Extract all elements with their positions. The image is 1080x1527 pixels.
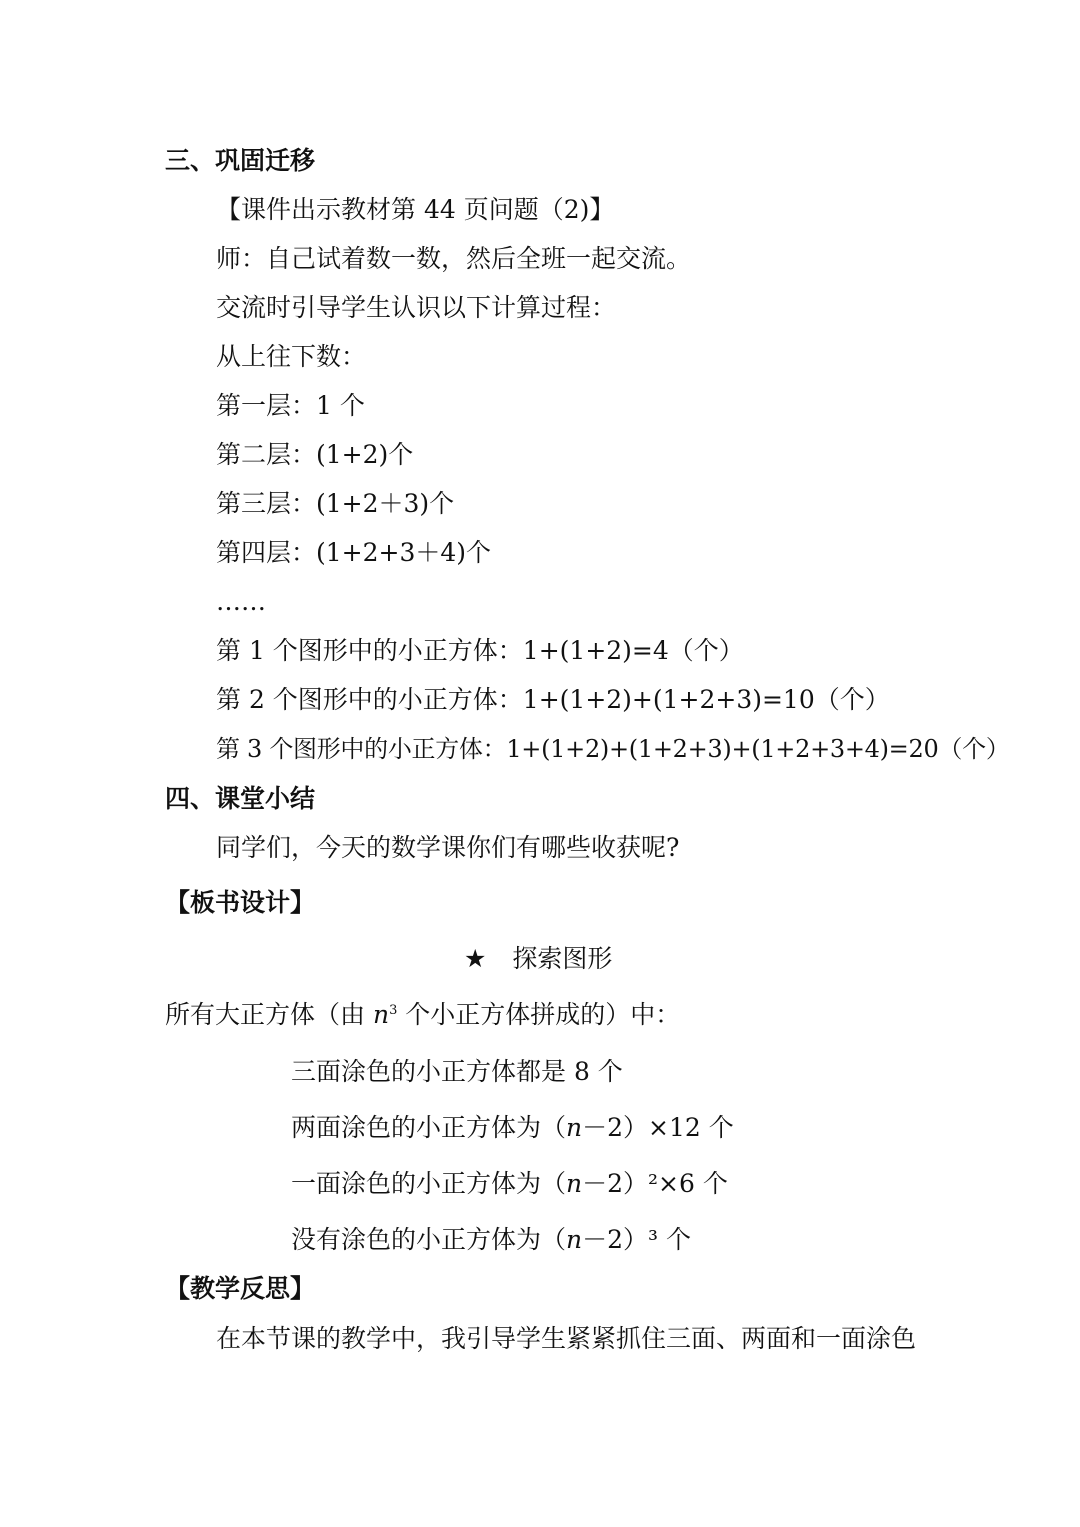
paragraph-line: 同学们，今天的数学课你们有哪些收获呢?: [216, 833, 680, 862]
paragraph-line: 第一层：1 个: [216, 391, 365, 420]
paragraph-line: 第 3 个图形中的小正方体：1+(1+2)+(1+2+3)+(1+2+3+4)=20（个）: [216, 735, 1010, 763]
section-heading: 【板书设计】: [165, 888, 316, 917]
board-item: 没有涂色的小正方体为（n－2）³ 个: [291, 1225, 691, 1254]
paragraph-line: 师：自己试着数一数，然后全班一起交流。: [216, 244, 692, 273]
board-item: 一面涂色的小正方体为（n－2）²×6 个: [291, 1169, 728, 1198]
board-item: 两面涂色的小正方体为（n－2）×12 个: [291, 1113, 734, 1142]
star-icon: ★: [464, 944, 487, 973]
board-title-text: 探索图形: [512, 944, 613, 973]
board-item: 三面涂色的小正方体都是 8 个: [291, 1057, 623, 1086]
paragraph-line: 【课件出示教材第 44 页问题（2)】: [216, 195, 615, 224]
board-intro: 所有大正方体（由 $n^3$ 个小正方体拼成的）中：: [165, 1000, 681, 1029]
section-heading: 【教学反思】: [165, 1274, 316, 1303]
paragraph-line: 第二层：(1+2)个: [216, 440, 414, 469]
ellipsis-line: ……: [216, 587, 266, 616]
board-title: [464, 942, 612, 976]
paragraph-line: 第 1 个图形中的小正方体：1+(1+2)=4（个）: [216, 636, 744, 665]
paragraph-line: 第三层：(1+2＋3)个: [216, 489, 455, 518]
section-heading: 三、巩固迁移: [165, 146, 316, 175]
paragraph-line: 交流时引导学生认识以下计算过程：: [216, 293, 617, 322]
paragraph-line: 第 2 个图形中的小正方体：1+(1+2)+(1+2+3)=10（个）: [216, 685, 890, 714]
paragraph-line: 在本节课的教学中，我引导学生紧紧抓住三面、两面和一面涂色: [216, 1324, 917, 1353]
paragraph-line: 第四层：(1+2+3＋4)个: [216, 538, 492, 567]
section-heading: 四、课堂小结: [165, 784, 316, 813]
paragraph-line: 从上往下数：: [216, 342, 367, 371]
